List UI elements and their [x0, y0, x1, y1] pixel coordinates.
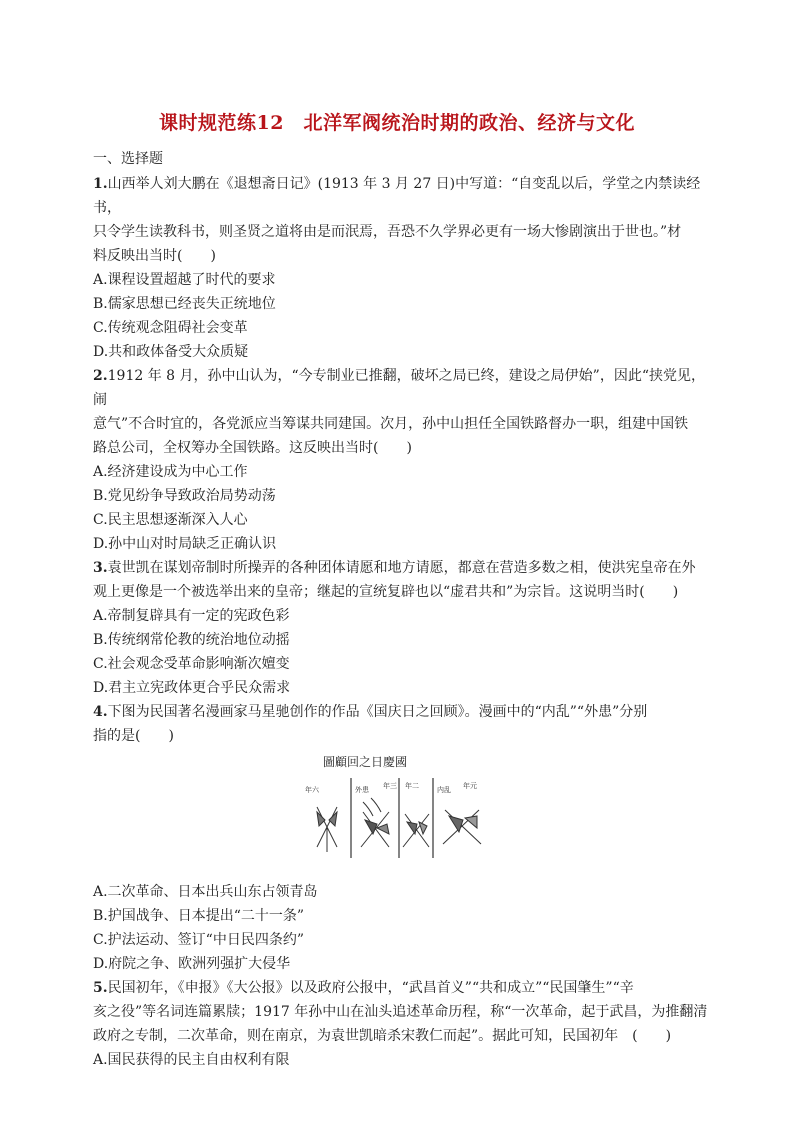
question-text: 料反映出当时( ): [93, 248, 216, 264]
question-text: 民国初年，《申报》《大公报》以及政府公报中，“武昌首义”“共和成立”“民国肇生”“辛: [107, 980, 634, 996]
option-c: C.护法运动、签订“中日民四条约”: [93, 932, 304, 948]
question-number: 1.: [93, 176, 108, 192]
question-text: 1912 年 8 月，孙中山认为，“今专制业已推翻，破坏之局已终，建设之局伊始”，因此“挟党见，闹: [93, 368, 705, 408]
question-5: [93, 976, 709, 1072]
cartoon-figure: [93, 748, 709, 880]
label-year-2: 年二: [405, 782, 419, 790]
question-text: 下图为民国著名漫画家马星驰创作的作品《国庆日之回顾》。漫画中的“内乱”“外患”分别: [107, 704, 648, 720]
question-text: 指的是( ): [93, 728, 174, 744]
question-number: 2.: [93, 368, 108, 384]
question-text: 观上更像是一个被选举出来的皇帝；继起的宣统复辟也以“虚君共和”为宗旨。这说明当时( ): [93, 584, 679, 600]
option-a: A.课程设置超越了时代的要求: [93, 272, 276, 288]
option-b: B.党见纷争导致政治局势动荡: [93, 488, 276, 504]
label-neiluan: 内乱: [437, 786, 451, 794]
question-number: 3.: [93, 560, 108, 576]
crossed-flags-drawing: [403, 814, 429, 847]
question-text: 只令学生读教科书，则圣贤之道将由是而泯焉，吾恐不久学界必更有一场大惨剧演出于世也。”材: [93, 224, 682, 240]
option-d: D.府院之争、欧洲列强扩大侵华: [93, 956, 291, 972]
option-a: A.经济建设成为中心工作: [93, 464, 248, 480]
question-2: [93, 364, 709, 556]
question-3: [93, 556, 709, 700]
option-d: D.共和政体备受大众质疑: [93, 344, 249, 360]
cartoon-image: [303, 752, 493, 862]
question-number: 5.: [93, 980, 108, 996]
label-year-6: 年六: [305, 786, 319, 794]
section-heading: 一、选择题: [93, 151, 163, 167]
page-title: 课时规范练12 北洋军阀统治时期的政治、经济与文化: [159, 112, 635, 134]
question-text: 意气”不合时宜的，各党派应当筹谋共同建国。次月，孙中山担任全国铁路督办一职，组建中国铁: [93, 416, 689, 432]
crossed-flags-drawing: [443, 810, 481, 844]
option-c: C.民主思想逐渐深入人心: [93, 512, 248, 528]
label-year-1: 年元: [463, 782, 477, 790]
label-waihuan: 外患: [355, 786, 369, 794]
crossed-flags-drawing: [361, 798, 389, 847]
label-year-3: 年三: [383, 782, 397, 790]
option-a: A.国民获得的民主自由权利有限: [93, 1052, 290, 1068]
option-c: C.社会观念受革命影响渐次嬗变: [93, 656, 290, 672]
crossed-flags-drawing: [317, 807, 337, 852]
option-a: A.二次革命、日本出兵山东占领青岛: [93, 884, 318, 900]
option-b: B.护国战争、日本提出“二十一条”: [93, 908, 305, 924]
question-4: [93, 700, 709, 976]
question-1: [93, 172, 709, 364]
question-number: 4.: [93, 704, 108, 720]
question-text: 政府之专制，二次革命，则在南京，为袁世凯暗杀宋教仁而起”。据此可知，民国初年 ( ): [93, 1028, 672, 1044]
option-b: B.儒家思想已经丧失正统地位: [93, 296, 276, 312]
question-text: 袁世凯在谋划帝制时所操弄的各种团体请愿和地方请愿，都意在营造多数之相，使洪宪皇帝在外: [107, 560, 696, 576]
option-c: C.传统观念阻碍社会变革: [93, 320, 248, 336]
question-text: 亥之役”等名词连篇累牍；1917 年孙中山在汕头追述革命历程，称“一次革命，起于武昌，为推翻清: [93, 1004, 708, 1020]
question-list: [93, 172, 709, 1072]
question-text: 山西举人刘大鹏在《退想斋日记》(1913 年 3 月 27 日)中写道：“自变乱以后，学堂之内禁读经书，: [93, 176, 701, 216]
option-d: D.君主立宪政体更合乎民众需求: [93, 680, 291, 696]
cartoon-title: 圖顧回之日慶國: [323, 755, 408, 769]
option-a: A.帝制复辟具有一定的宪政色彩: [93, 608, 290, 624]
option-d: D.孙中山对时局缺乏正确认识: [93, 536, 277, 552]
option-b: B.传统纲常伦教的统治地位动摇: [93, 632, 290, 648]
question-text: 路总公司，全权筹办全国铁路。这反映出当时( ): [93, 440, 412, 456]
